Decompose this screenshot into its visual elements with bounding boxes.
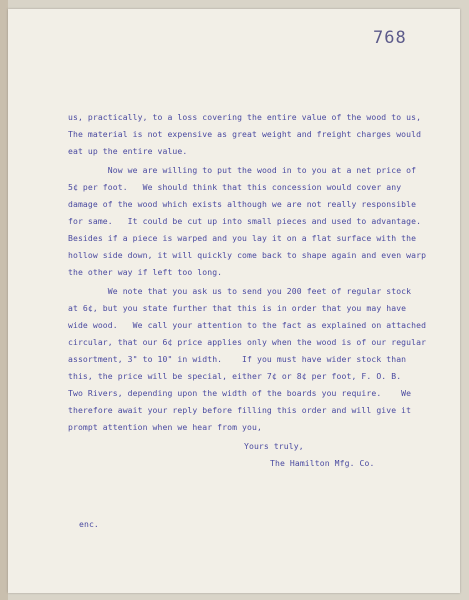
body-line: us, practically, to a loss covering the entire value of the wood to us,: [68, 112, 422, 122]
body-line: assortment, 3" to 10" in width. If you must have wider stock than: [68, 354, 407, 364]
body-line: prompt attention when we hear from you,: [68, 422, 262, 432]
body-line: the other way if left too long.: [68, 267, 223, 277]
enclosure-note: enc.: [79, 519, 99, 529]
signature: The Hamilton Mfg. Co.: [270, 458, 375, 468]
body-line: hollow side down, it will quickly come back to shape again and even warp: [68, 250, 427, 260]
body-line: therefore await your reply before filling this order and will give it: [68, 405, 412, 415]
body-line: 5¢ per foot. We should think that this concession would cover any: [68, 182, 402, 192]
body-line: Two Rivers, depending upon the width of the boards you require. We: [68, 388, 412, 398]
closing: Yours truly,: [244, 441, 304, 451]
body-line: The material is not expensive as great weight and freight charges would: [68, 129, 422, 139]
page-number: 768: [373, 28, 407, 48]
body-line: this, the price will be special, either 7¢ or 8¢ per foot, F. O. B.: [68, 371, 402, 381]
letter-page: [8, 9, 460, 593]
body-line: Now we are willing to put the wood in to you at a net price of: [68, 165, 417, 175]
body-line: damage of the wood which exists although we are not really responsible: [68, 199, 417, 209]
body-line: for same. It could be cut up into small pieces and used to advantage.: [68, 216, 422, 226]
body-line: eat up the entire value.: [68, 146, 188, 156]
body-line: wide wood. We call your attention to the fact as explained on attached: [68, 320, 427, 330]
body-line: circular, that our 6¢ price applies only when the wood is of our regular: [68, 337, 427, 347]
body-line: We note that you ask us to send you 200 feet of regular stock: [68, 286, 412, 296]
page-edge: [0, 0, 8, 600]
body-line: Besides if a piece is warped and you lay it on a flat surface with the: [68, 233, 417, 243]
body-line: at 6¢, but you state further that this is in order that you may have: [68, 303, 407, 313]
